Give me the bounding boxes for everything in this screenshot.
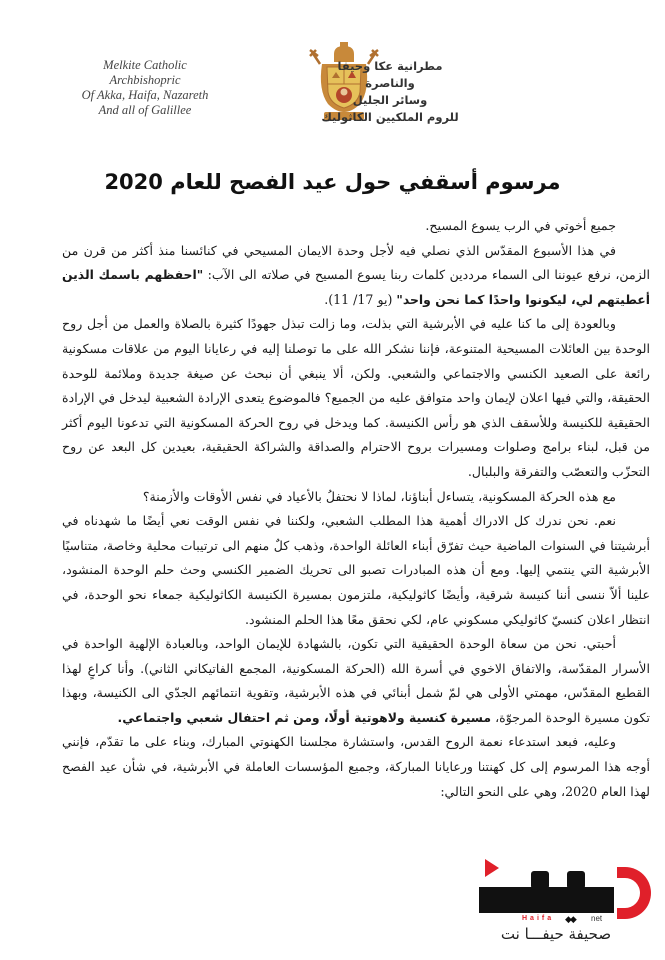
document-body — [62, 214, 650, 804]
paragraph-1 — [62, 239, 650, 313]
letterhead-arabic — [315, 58, 465, 126]
document-title: مرسوم أسقفي حول عيد الفصح للعام 2020 — [104, 170, 561, 194]
logo-red-hook-icon — [617, 867, 651, 919]
letterhead — [0, 0, 665, 150]
letterhead-english — [70, 58, 220, 118]
paragraph-2: وبالعودة إلى ما كنا عليه في الأبرشية التي بذلت، وما زالت تبذل جهودًا كثيرة بالصلاة والعمل من أجل روح الوحدة بين العائلات المسيحية المتنوعة، فإننا نشكر الله على ما توصلنا إليه في رعايانا اليوم من علاقات مسكونية رائعة على الصعيد الكنسي والاجتماعي والشعبي. ولكن، ألا ينبغي أن نبحث عن صيغة جديدة وملائمة للوحدة الحقيقة، والتي فيها اعلان لإيمان واحد متوافق عليه من الجميع؟ فالموضوع يتعدى الإرادة الشعبية ليدخل في الإرادة الحقيقية للكنيسة وللأسقف الذي هو رأس الكنيسة. كما ويدخل في روح الحركة المسكونية التي تدعونا اليوم أكثر من قبل، لبناء برامج وصلوات ومسيرات بروح الاحترام والصداقة والشراكة الحقيقية، بعيدين كل البعد عن روح التحزّب والتعصّب والتفرقة والبلبال. — [62, 316, 650, 479]
paragraph-4: نعم. نحن ندرك كل الادراك أهمية هذا المطلب الشعبي، ولكننا في نفس الوقت نعي أيضًا ما شهدناه في أبرشيتنا في السنوات الماضية حيث تفرّق أبناء العائلة الواحدة، وذهب كلٌ منهم الى ترتيبات محلية وخاصة، متناسيًا الأبرشية التي ينتمي إليها. ومع أن هذه المبادرات تصبو الى تحريك الضمير الكنسي وحث حلم الوحدة المنشود، علينا ألاّ ننسى أننا كنيسة شرقية، وأيضًا كاثوليكية، ملتزمون بمسيرة الكنيسة الكاثوليكية جمعاء نحو الوحدة، في انتظار اعلان كنسيّ كاثوليكي مسكوني عام، لكي نحقق معًا هذا الحلم المنشود. — [62, 513, 650, 627]
diamond-icon: ◆◆ — [565, 915, 575, 925]
logo-bar — [479, 887, 614, 913]
paragraph-5-emphasis: مسيرة كنسية ولاهوتية أولًا، ومن ثم احتفال شعبي واجتماعي. — [117, 709, 492, 725]
paragraph-3: مع هذه الحركة المسكونية، يتساءل أبناؤنا، لماذا لا نحتفلُ بالأعياد في نفس الأوقات والأزمنة؟ — [142, 488, 616, 504]
paragraph-5-text: أحبتي. نحن من سعاة الوحدة الحقيقية التي تكون، بالشهادة للإيمان الواحد، وبالعبادة الإلهية الواحدة في الأسرار المقدّسة، والاتفاق الاخوي في أسرة الله (الحركة المسكونية، المجمع الفاتيكاني الثاني). وأنا كراعٍ لهذا القطيع المقدّس، مهمتي الأولى هي لمّ شمل أبنائي في هذه الأبرشية، وتقوية انتمائهم الجدّي الى الكنيسة، وبهذا تكون مسيرة الوحدة المرجوّة، — [62, 636, 650, 725]
greeting: جميع أخوتي في الرب يسوع المسيح. — [425, 218, 616, 233]
paragraph-5 — [62, 632, 650, 730]
logo-tagline: صحيفة حيفـــا نت — [500, 925, 612, 943]
logo-suffix: net — [591, 914, 603, 923]
letterhead-english-line: Of Akka, Haifa, Nazareth — [81, 88, 209, 102]
letterhead-arabic-line: وسائر الجليل — [352, 93, 428, 107]
letterhead-english-line: Melkite Catholic Archbishopric — [103, 58, 187, 87]
scripture-reference: (يو 17/ 11). — [324, 291, 397, 307]
haifa-net-watermark — [467, 837, 657, 952]
letterhead-arabic-line: مطرانية عكا وحيفا والناصرة — [337, 59, 443, 90]
play-triangle-icon — [485, 859, 499, 877]
paragraph-1-text: في هذا الأسبوع المقدّس الذي نصلي فيه لأجل وحدة الايمان المسيحي في كنائسنا منذ أكثر من قرن من الزمن، نرفع عيوننا الى السماء مرددين كلمات ربنا يسوع المسيح في صلاته الى الآب: — [62, 242, 651, 283]
letterhead-arabic-line: للروم الملكيين الكاثوليك — [321, 110, 459, 124]
letterhead-english-line: And all of Galillee — [98, 103, 192, 117]
scripture-quote: "احفظهم باسمك الذين أعطيتهم لي، ليكونوا واحدًا كما نحن واحد" — [62, 267, 650, 307]
logo-latin-text: Haifa — [522, 915, 555, 922]
paragraph-6: وعليه، فبعد استدعاء نعمة الروح القدس، واستشارة مجلسنا الكهنوتي المبارك، وبناء على ما تقدّم، فإنني أوجه هذا المرسوم إلى كل كهنتنا ورعايانا المباركة، وجميع المؤسسات العاملة في الأبرشية، في شأن عيد الفصح لهذا العام 2020، وهي على النحو التالي: — [62, 734, 650, 799]
